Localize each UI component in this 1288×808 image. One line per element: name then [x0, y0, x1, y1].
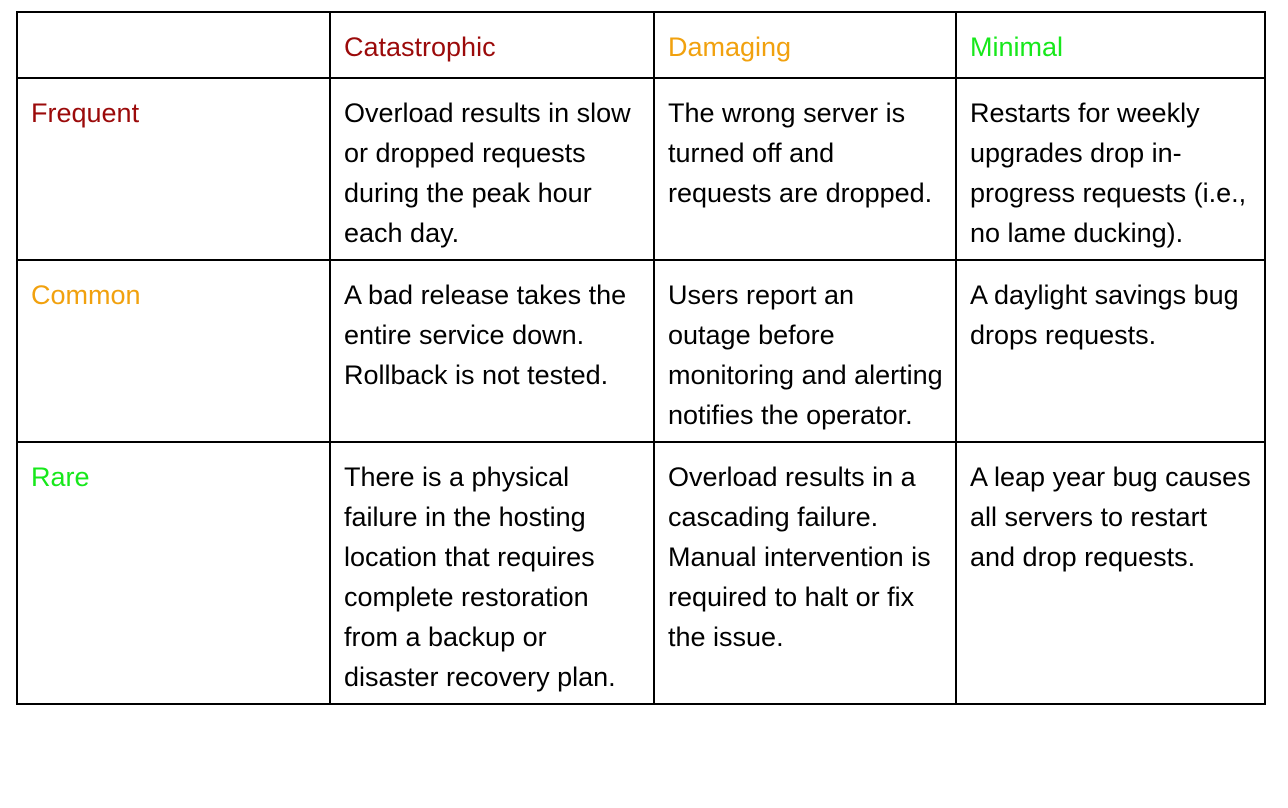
table-row-rare: [17, 442, 1265, 704]
table-cell: There is a physical failure in the hosting location that requires complete restoration from a backup or disaster recovery plan.: [330, 442, 654, 704]
table-cell: A leap year bug causes all servers to restart and drop requests.: [956, 442, 1265, 704]
table-cell: Restarts for weekly upgrades drop in-progress requests (i.e., no lame ducking).: [956, 78, 1265, 260]
header-row: [17, 12, 1265, 78]
row-header-rare: Rare: [17, 442, 330, 704]
table-row-frequent: [17, 78, 1265, 260]
table-row-common: [17, 260, 1265, 442]
table-cell: Users report an outage before monitoring and alerting notifies the operator.: [654, 260, 956, 442]
column-header-minimal: Minimal: [956, 12, 1265, 78]
corner-cell: [17, 12, 330, 78]
table-cell: The wrong server is turned off and requests are dropped.: [654, 78, 956, 260]
column-header-damaging: Damaging: [654, 12, 956, 78]
risk-matrix-table: [16, 11, 1266, 705]
row-header-frequent: Frequent: [17, 78, 330, 260]
row-header-common: Common: [17, 260, 330, 442]
table-cell: Overload results in a cascading failure. Manual intervention is required to halt or fix the issue.: [654, 442, 956, 704]
column-header-catastrophic: Catastrophic: [330, 12, 654, 78]
table-cell: A bad release takes the entire service down. Rollback is not tested.: [330, 260, 654, 442]
table-cell: Overload results in slow or dropped requests during the peak hour each day.: [330, 78, 654, 260]
table-cell: A daylight savings bug drops requests.: [956, 260, 1265, 442]
